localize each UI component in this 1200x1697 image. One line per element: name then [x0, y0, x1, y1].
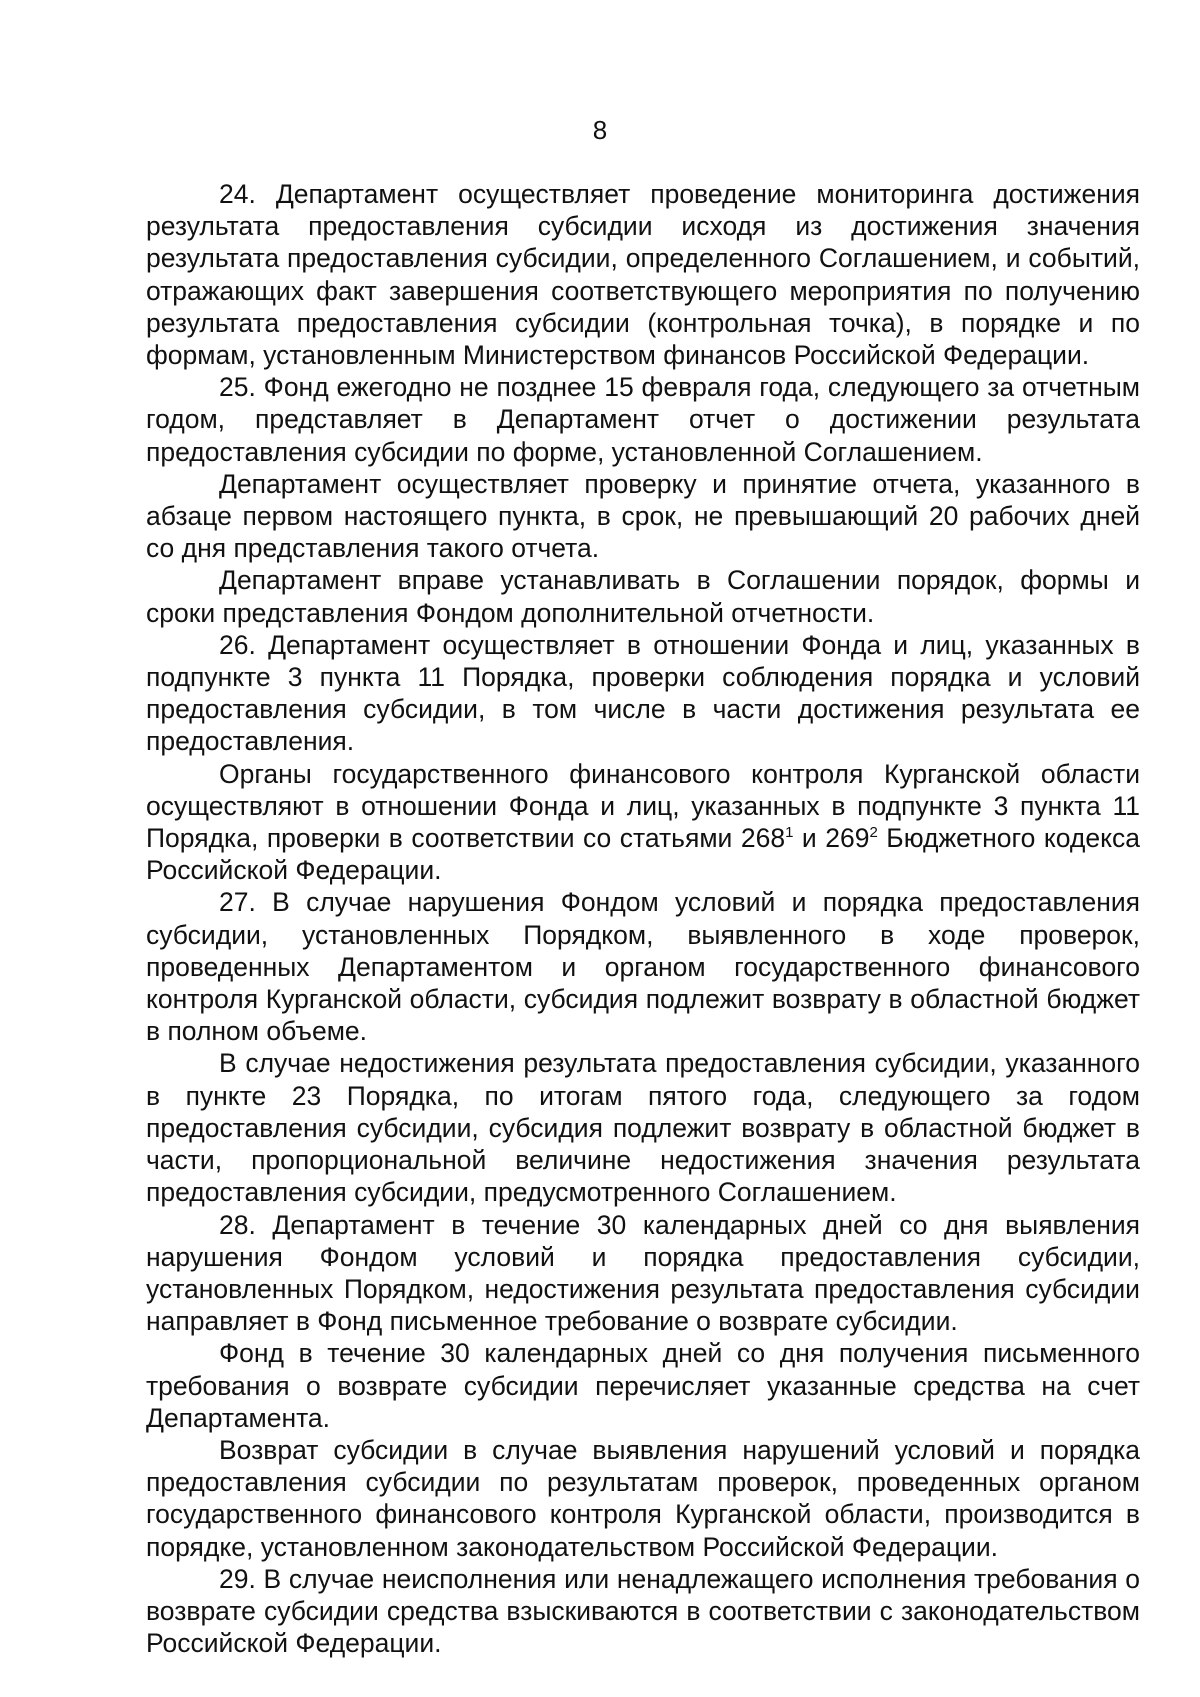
superscript: 2	[869, 824, 878, 842]
paragraph-24: 24. Департамент осуществляет проведение мониторинга достижения результата предоставления субсидии исходя из достижения значения результата предоставления субсидии, определенного Соглашением, и событий, отражающих факт завершения соответствующего мероприятия по получению результата предоставления субсидии (контрольная точка), в порядке и по формам, установленным Министерством финансов Российской Федерации.	[146, 179, 1140, 371]
paragraph-25-additional-reporting: Департамент вправе устанавливать в Соглашении порядок, формы и сроки представления Фондом дополнительной отчетности.	[146, 565, 1140, 628]
superscript: 1	[785, 824, 794, 842]
paragraph-26: 26. Департамент осуществляет в отношении Фонда и лиц, указанных в подпункте 3 пункта 11 Порядка, проверки соблюдения порядка и условий предоставления субсидии, в том числе в части достижения результата ее предоставления.	[146, 629, 1140, 757]
paragraph-text-part: и 269	[793, 823, 870, 854]
paragraph-28: 28. Департамент в течение 30 календарных дней со дня выявления нарушения Фондом условий и порядка предоставления субсидии, установленных Порядком, недостижения результата предоставления субсидии направляет в Фонд письменное требование о возврате субсидии.	[146, 1209, 1140, 1337]
paragraph-27: 27. В случае нарушения Фондом условий и порядка предоставления субсидии, установленных Порядком, выявленного в ходе проверок, проведенных Департаментом и органом государственного финансового контроля Курганской области, субсидия подлежит возврату в областной бюджет в полном объеме.	[146, 887, 1140, 1047]
paragraph-29: 29. В случае неисполнения или ненадлежащего исполнения требования о возврате субсидии средства взыскиваются в соответствии с законодательством Российской Федерации.	[146, 1563, 1140, 1659]
document-body	[146, 178, 1140, 1659]
paragraph-26-financial-control	[146, 758, 1140, 887]
paragraph-25-report-check: Департамент осуществляет проверку и принятие отчета, указанного в абзаце первом настоящего пункта, в срок, не превышающий 20 рабочих дней со дня представления такого отчета.	[146, 468, 1140, 564]
paragraph-28-refund: Фонд в течение 30 календарных дней со дня получения письменного требования о возврате субсидии перечисляет указанные средства на счет Департамента.	[146, 1338, 1140, 1433]
paragraph-25: 25. Фонд ежегодно не позднее 15 февраля года, следующего за отчетным годом, представляет в Департамент отчет о достижении результата предоставления субсидии по форме, установленной Соглашением.	[146, 372, 1140, 467]
paragraph-text-part: Органы государственного финансового контроля Курганской области осуществляют в отношении Фонда и лиц, указанных в подпункте 3 пункта 11 Порядка, проверки в соответствии со статьями 268	[146, 758, 1140, 854]
paragraph-28-refund-procedure: Возврат субсидии в случае выявления нарушений условий и порядка предоставления субсидии по результатам проверок, проведенных органом государственного финансового контроля Курганской области, производится в порядке, установленном законодательством Российской Федерации.	[146, 1434, 1140, 1562]
paragraph-27-non-achievement: В случае недостижения результата предоставления субсидии, указанного в пункте 23 Порядка, по итогам пятого года, следующего за годом предоставления субсидии, субсидия подлежит возврату в областной бюджет в части, пропорциональной величине недостижения значения результата предоставления субсидии, предусмотренного Соглашением.	[146, 1048, 1140, 1208]
page-number: 8	[592, 115, 608, 145]
paragraph-text-part: Бюджетного кодекса Российской Федерации.	[146, 823, 1140, 886]
